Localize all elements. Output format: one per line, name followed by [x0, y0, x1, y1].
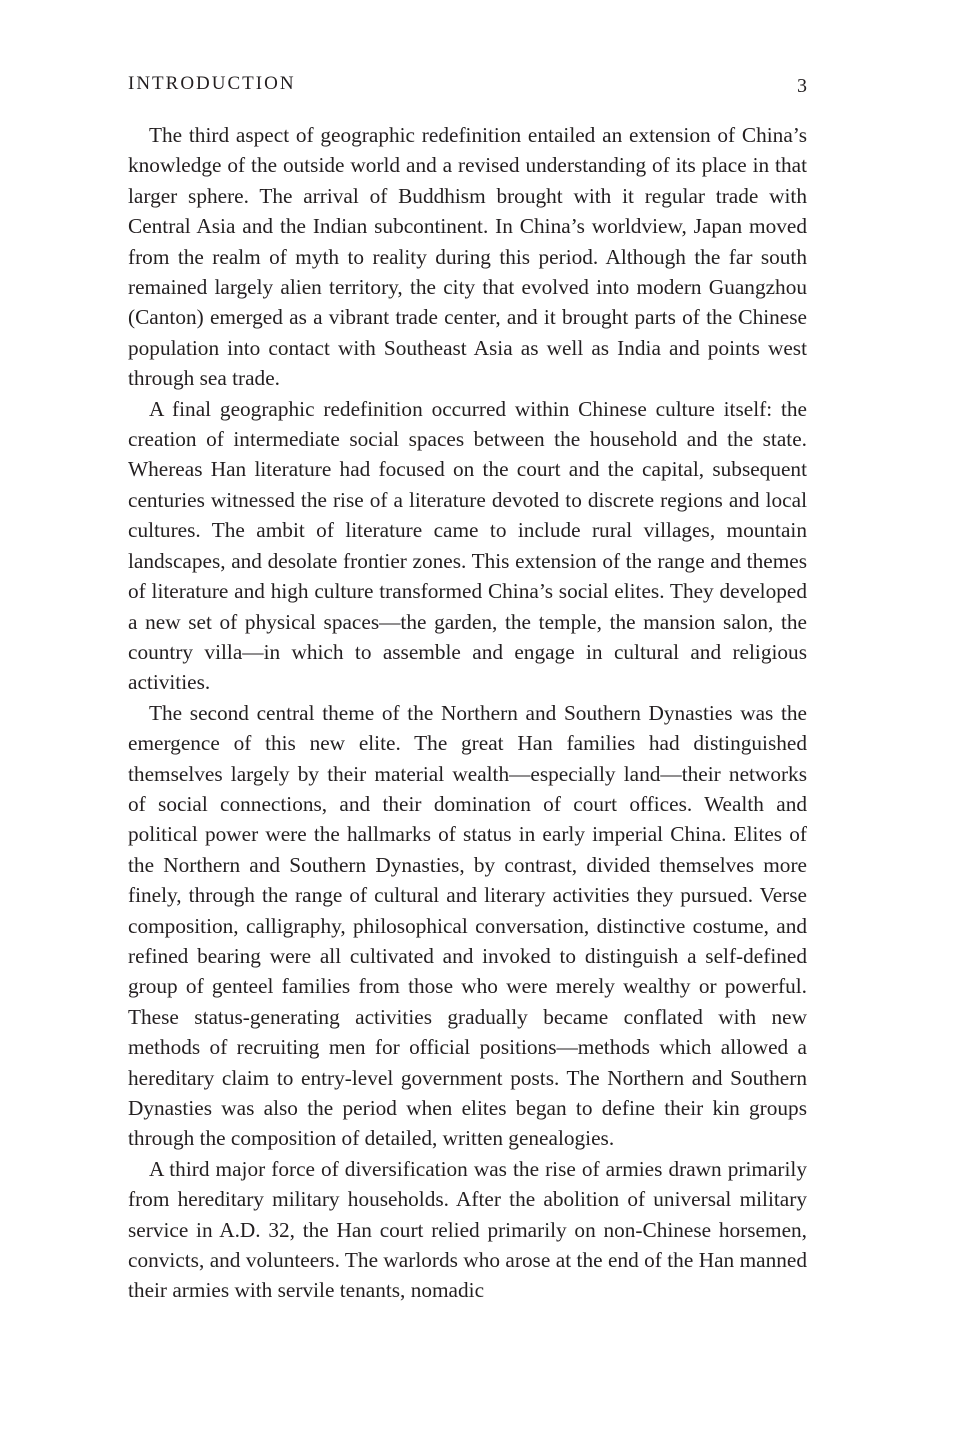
paragraph: A third major force of diversification was the rise of armies drawn primarily from hereditary military households. After the abolition of universal military service in A.D. 32, the Han court relied primarily on non-Chinese horsemen, convicts, and volunteers. The warlords who arose at the end of the Han manned their armies with servile tenants, nomadic — [128, 1156, 807, 1303]
paragraph: A final geographic redefinition occurred within Chinese culture itself: the creation of intermediate social spaces between the household and the state. Whereas Han literature had focused on the court and the capital, subsequent centuries witnessed the rise of a literature devoted to discrete regions and local cultures. The ambit of literature came to include rural villages, mountain landscapes, and desolate frontier zones. This extension of the range and themes of literature and high culture transformed China’s social elites. They developed a new set of physical spaces—the garden, the temple, the mansion salon, the country villa—in which to assemble and engage in cultural and religious activities. — [128, 396, 807, 695]
section-title: INTRODUCTION — [128, 73, 296, 94]
paragraph: The second central theme of the Northern and Southern Dynasties was the emergence of this new elite. The great Han families had distinguished themselves largely by their material wealth—especially land—their networks of social connections, and their domination of court offices. Wealth and political power were the hallmarks of status in early imperial China. Elites of the Northern and Southern Dynasties, by contrast, divided themselves more finely, through the range of cultural and literary activities they pursued. Verse composition, calligraphy, philosophical conversation, distinctive costume, and refined bearing were all cultivated and invoked to distinguish a self-defined group of genteel families from those who were merely wealthy or powerful. These status-generating activities gradually became conflated with new methods of recruiting men for official positions—methods which allowed a hereditary claim to entry-level government posts. The Northern and Southern Dynasties was also the period when elites began to define their kin groups through the composition of detailed, written genealogies. — [128, 700, 807, 1151]
body-text — [128, 120, 807, 1306]
running-head — [128, 73, 807, 101]
paragraph: The third aspect of geographic redefinition entailed an extension of China’s knowledge of the outside world and a revised understanding of its place in that larger sphere. The arrival of Buddhism brought with it regular trade with Central Asia and the Indian subcontinent. In China’s worldview, Japan moved from the realm of myth to reality during this period. Although the far south remained largely alien territory, the city that evolved into modern Guangzhou (Canton) emerged as a vibrant trade center, and it brought parts of the Chinese population into contact with Southeast Asia as well as India and points west through sea trade. — [128, 123, 807, 391]
page-number: 3 — [797, 75, 807, 97]
